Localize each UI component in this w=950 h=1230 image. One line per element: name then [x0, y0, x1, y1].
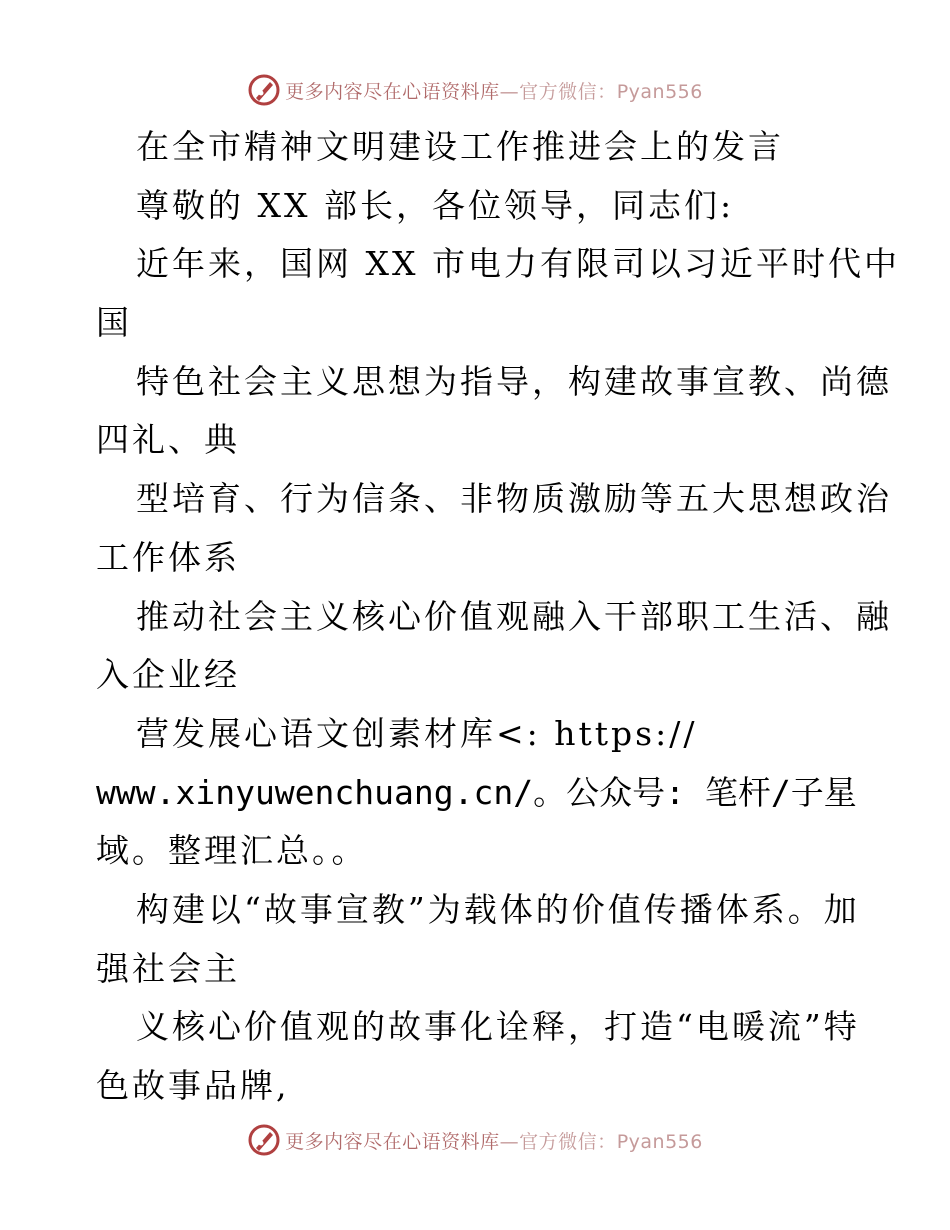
banner-site-text: 更多内容尽在心语资料库 — [285, 1130, 500, 1153]
paragraph-line: 特色社会主义思想为指导，构建故事宣教、尚德 — [136, 361, 892, 401]
paragraph-line: 近年来，国网 XX 市电力有限司以习近平时代中 — [136, 244, 900, 284]
salutation-line: 尊敬的 XX 部长，各位领导，同志们: — [136, 185, 735, 225]
pen-logo-icon — [247, 73, 281, 107]
paragraph-line: 强社会主 — [96, 948, 240, 988]
paragraph-line: 型培育、行为信条、非物质激励等五大思想政治 — [136, 479, 892, 519]
footer-banner — [0, 1118, 950, 1162]
pen-logo-icon — [247, 1123, 281, 1157]
paragraph-line: 色故事品牌, — [96, 1066, 290, 1105]
banner-dash: — — [499, 80, 520, 103]
paragraph-line: 域。整理汇总。。 — [96, 831, 368, 871]
banner-dash: — — [499, 1130, 520, 1153]
url-line: www.xinyuwenchuang.cn/。公众号: 笔杆/子星 — [96, 772, 857, 812]
banner-wechat-label: 官方微信： — [519, 80, 617, 103]
paragraph-line: 工作体系 — [96, 537, 240, 577]
document-title: 在全市精神文明建设工作推进会上的发言 — [136, 127, 784, 166]
paragraph-line: 推动社会主义核心价值观融入干部职工生活、融 — [136, 596, 892, 636]
banner-wechat-id: Pyan556 — [616, 80, 703, 103]
paragraph-line: 营发展心语文创素材库<: https:// — [136, 713, 698, 753]
paragraph-line: 义核心价值观的故事化诠释，打造“电暖流”特 — [136, 1007, 860, 1047]
banner-site-text: 更多内容尽在心语资料库 — [285, 80, 500, 103]
banner-wechat-id: Pyan556 — [616, 1130, 703, 1153]
paragraph-line: 国 — [96, 303, 132, 343]
header-banner — [0, 68, 950, 112]
banner-wechat-label: 官方微信： — [519, 1130, 617, 1153]
document-body — [96, 118, 900, 1116]
paragraph-line: 构建以“故事宣教”为载体的价值传播体系。加 — [136, 889, 860, 929]
paragraph-line: 四礼、典 — [96, 420, 240, 460]
paragraph-line: 入企业经 — [96, 655, 240, 695]
